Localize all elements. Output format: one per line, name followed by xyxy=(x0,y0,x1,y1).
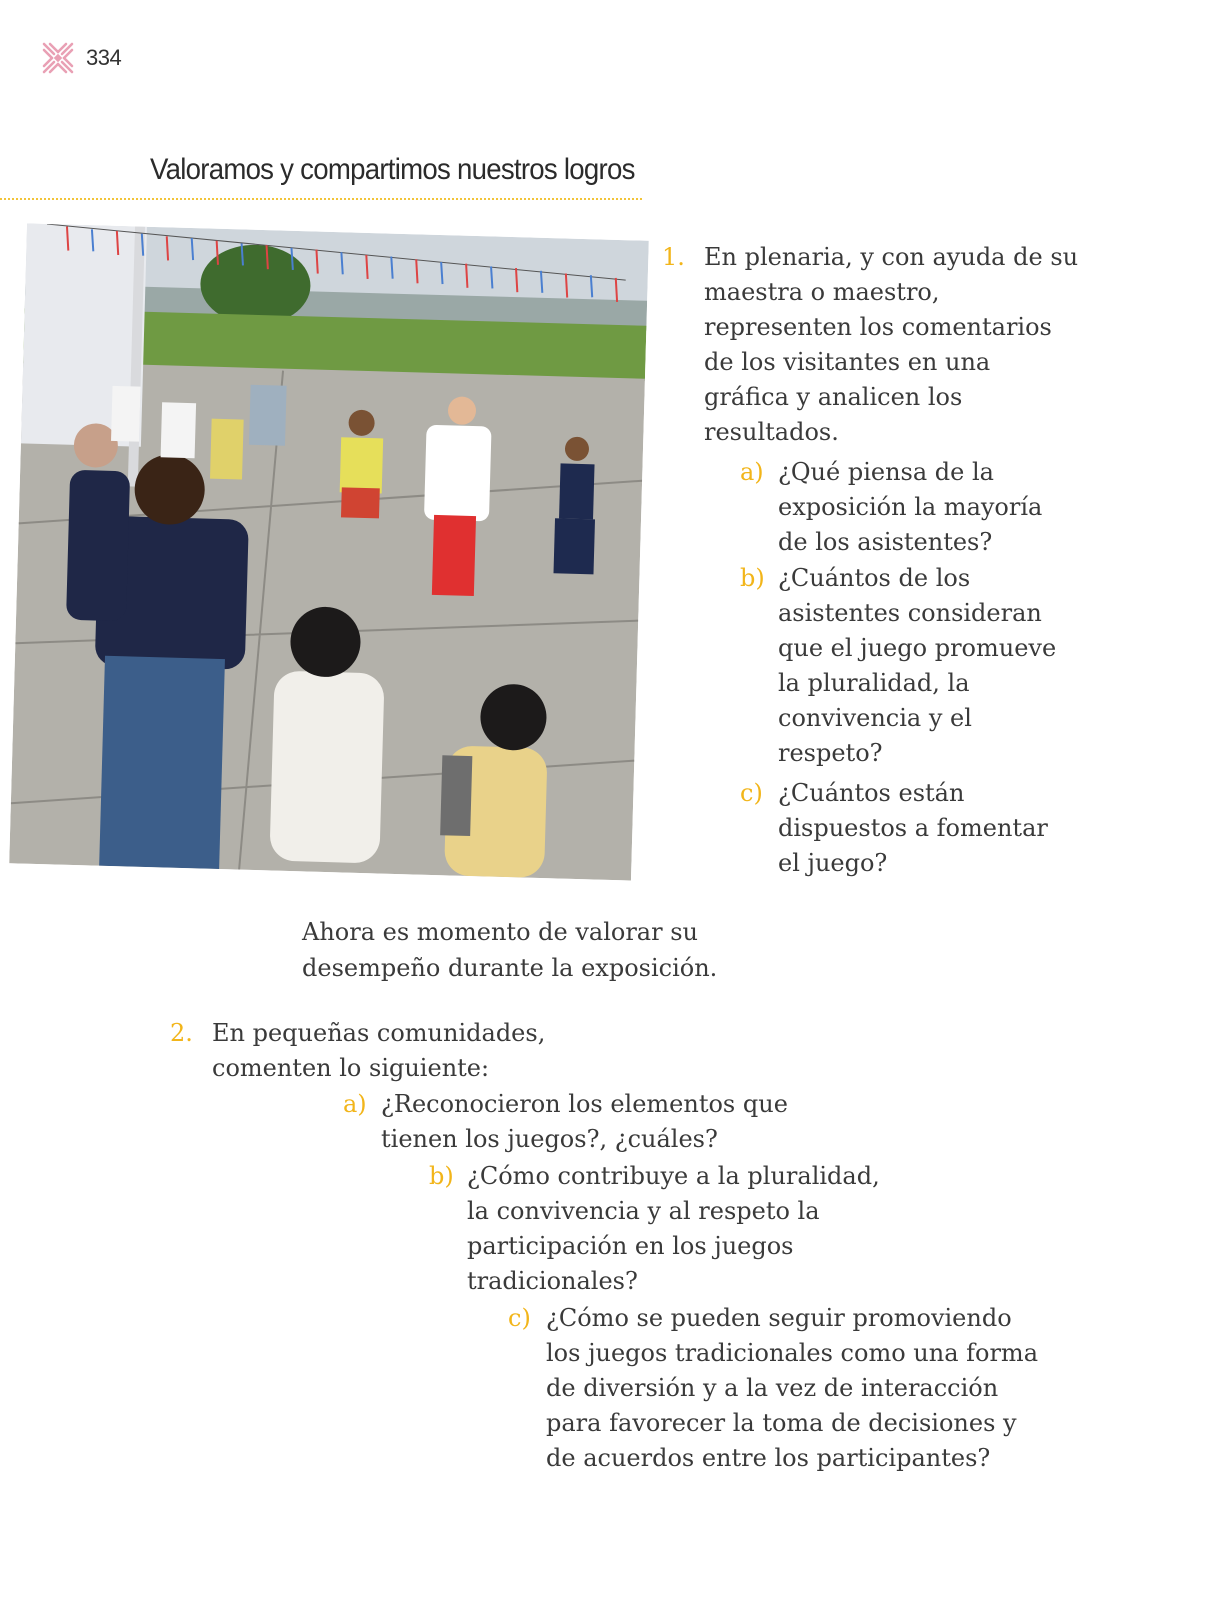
item-letter: b) xyxy=(429,1162,454,1190)
activity-1-item-c xyxy=(740,776,1070,881)
activity-1-text: En plenaria, y con ayuda de su maestra o maestro, representen los comentarios de los visitantes en una gráfica y analicen los resultados. xyxy=(704,243,1079,446)
activity-2-number: 2. xyxy=(170,1019,193,1047)
activity-1-item-b xyxy=(740,561,1070,771)
item-text: ¿Qué piensa de la exposición la mayoría de los asistentes? xyxy=(778,458,1043,556)
ornament-icon xyxy=(40,40,76,76)
activity-2-item-a xyxy=(343,1087,823,1157)
activity-2-item-b xyxy=(429,1159,909,1299)
item-letter: c) xyxy=(508,1304,531,1332)
item-text: ¿Cuántos están dispuestos a fomentar el juego? xyxy=(778,779,1048,877)
page-header xyxy=(40,40,121,76)
page-number: 334 xyxy=(86,45,122,70)
activity-1-item-a xyxy=(740,455,1070,560)
item-letter: a) xyxy=(343,1090,367,1118)
photo-children-playing-icon xyxy=(9,223,649,880)
activity-1 xyxy=(662,240,1082,450)
activity-photo xyxy=(9,223,649,880)
item-text: ¿Cuántos de los asistentes consideran que el juego promueve la pluralidad, la convivencia y el respeto? xyxy=(778,564,1057,767)
item-text: ¿Cómo se pueden seguir promoviendo los juegos tradicionales como una forma de diversión y a la vez de interacción para favorecer la toma de decisiones y de acuerdos entre los participantes? xyxy=(546,1304,1038,1472)
item-letter: c) xyxy=(740,779,763,807)
activity-2 xyxy=(170,1016,590,1086)
item-text: ¿Reconocieron los elementos que tienen los juegos?, ¿cuáles? xyxy=(381,1090,788,1153)
section-title: Valoramos y compartimos nuestros logros xyxy=(150,153,635,186)
item-text: ¿Cómo contribuye a la pluralidad, la convivencia y al respeto la participación en los juegos tradicionales? xyxy=(467,1162,880,1295)
title-divider xyxy=(0,198,642,200)
item-letter: a) xyxy=(740,458,764,486)
activity-1-number: 1. xyxy=(662,243,685,271)
item-letter: b) xyxy=(740,564,765,592)
intro-paragraph: Ahora es momento de valorar su desempeño durante la exposición. xyxy=(302,918,718,982)
activity-2-text: En pequeñas comunidades, comenten lo siguiente: xyxy=(212,1019,546,1082)
activity-2-item-c xyxy=(508,1301,1048,1476)
